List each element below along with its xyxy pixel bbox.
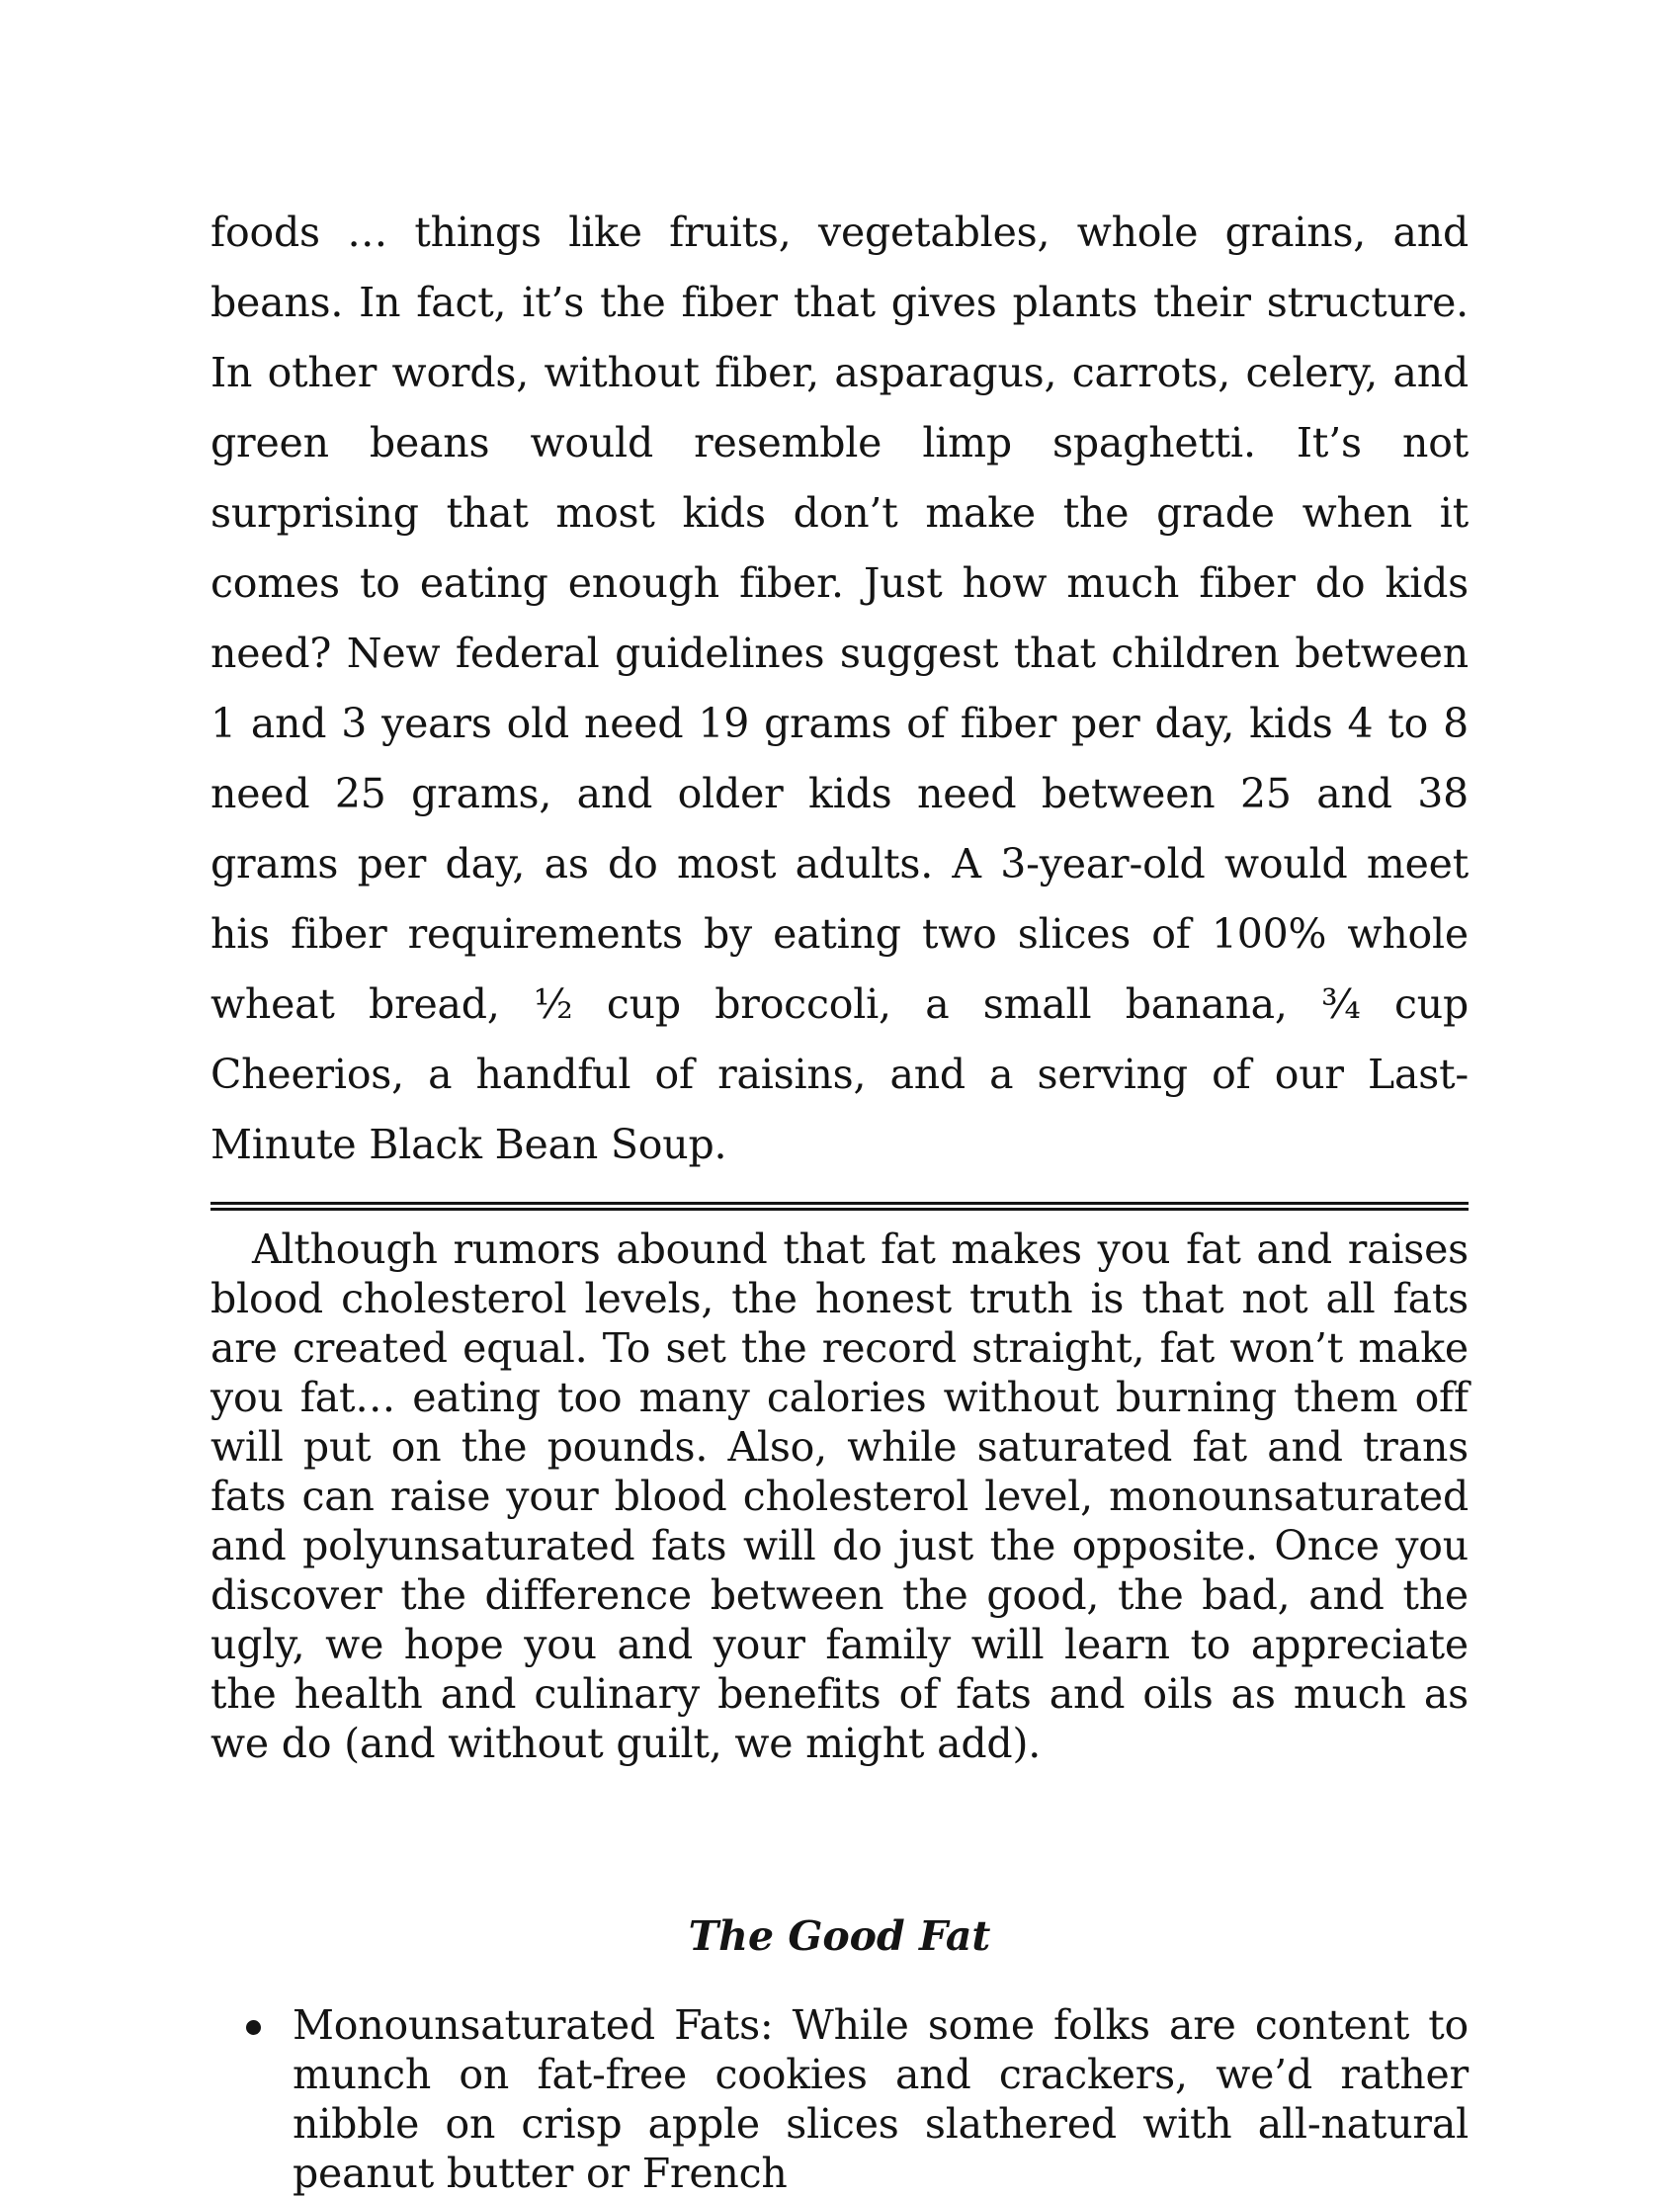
list-item: [210, 2000, 1469, 2198]
bullet-icon: [246, 2020, 261, 2035]
double-rule-divider: [210, 1202, 1469, 1211]
list-item-text: Monounsaturated Fats: While some folks are content to munch on fat-free cookies and crackers, we’d rather nibble on crisp apple slices slathered with all-natural peanut butter or French: [293, 2001, 1469, 2197]
section-heading: The Good Fat: [688, 1912, 991, 1960]
bullet-list: [210, 2000, 1469, 2198]
fats-intro-paragraph: Although rumors abound that fat makes you fat and raises blood cholesterol levels, the honest truth is that not all fats are created equal. To set the record straight, fat won’t make you fat… eating too many calories without burning them off will put on the pounds. Also, while saturated fat and trans fats can raise your blood cholesterol level, monounsaturated and polyunsaturated fats will do just the opposite. Once you discover the difference between the good, the bad, and the ugly, we hope you and your family will learn to appreciate the health and culinary benefits of fats and oils as much as we do (and without guilt, we might add).: [210, 1226, 1469, 1767]
document-page: [210, 198, 1469, 2198]
fiber-paragraph: foods … things like fruits, vegetables, whole grains, and beans. In fact, it’s the fiber that gives plants their structure. In other words, without fiber, asparagus, carrots, celery, and green beans would resemble limp spaghetti. It’s not surprising that most kids don’t make the grade when it comes to eating enough fiber. Just how much fiber do kids need? New federal guidelines suggest that children between 1 and 3 years old need 19 grams of fiber per day, kids 4 to 8 need 25 grams, and older kids need between 25 and 38 grams per day, as do most adults. A 3-year-old would meet his fiber requirements by eating two slices of 100% whole wheat bread, ½ cup broccoli, a small banana, ¾ cup Cheerios, a handful of raisins, and a serving of our Last-Minute Black Bean Soup.: [210, 209, 1469, 1168]
